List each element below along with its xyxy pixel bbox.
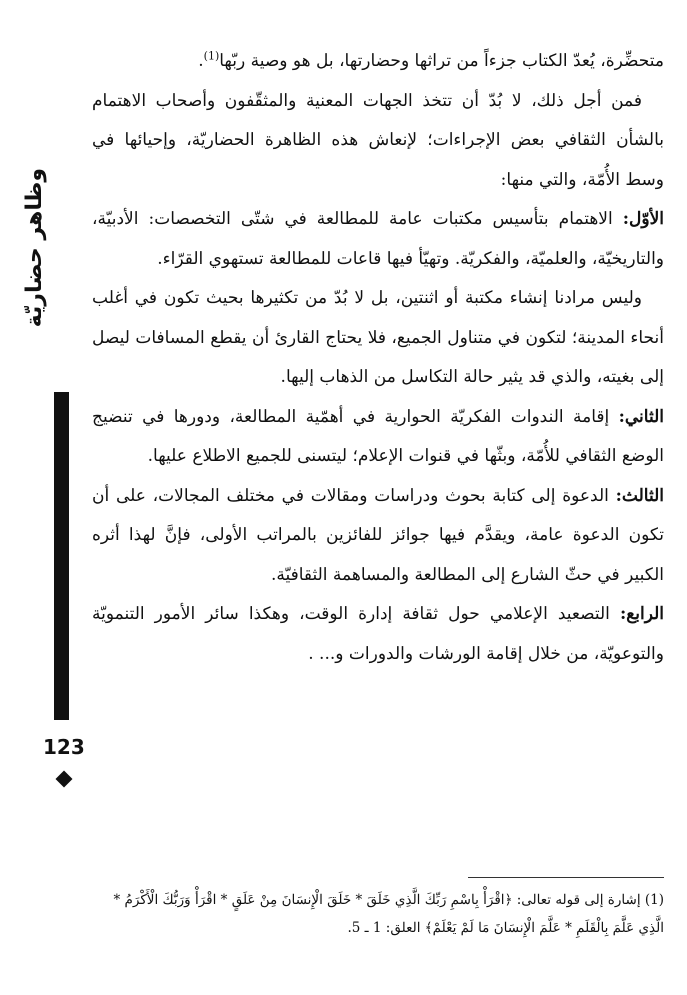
paragraph-text: الدعوة إلى كتابة بحوث ودراسات ومقالات في مختلف المجالات، على أن تكون الدعوة عامة، ويقدَّم فيها جوائز للفائزين بالمراتب الأولى، فإنَّ لهذا أثره الكبير في حثّ الشارع إلى المطالعة والمساهمة الثقافيّة. (92, 485, 664, 585)
paragraph-text: إقامة الندوات الفكريّة الحوارية في أهمّية المطالعة، ودورها في تنضيج الوضع الثقافي للأُمّة، وبثّها في قنوات الإعلام؛ ليتسنى للجميع الاطلاع عليها. (92, 406, 664, 466)
paragraph-text: الاهتمام بتأسيس مكتبات عامة للمطالعة في شتّى التخصصات: الأدبيّة، والتاريخيّة، والعلميّة، والفكريّة. وتهيّأ فيها قاعات للمطالعة تستهوي القرّاء. (92, 209, 664, 269)
item-lead-first: الأوّل: (622, 209, 664, 229)
diamond-ornament-icon (56, 771, 73, 788)
running-header-side: وظاهر حضاريّة (22, 168, 47, 328)
paragraph-first (92, 200, 664, 279)
paragraph-text: التصعيد الإعلامي حول ثقافة إدارة الوقت، وهكذا سائر الأمور التنمويّة والتوعويّة، من خلال إقامة الورشات والدورات و... . (92, 604, 664, 664)
paragraph-fourth (92, 595, 664, 674)
item-lead-third: الثالث: (615, 485, 664, 506)
footnote-divider (468, 877, 664, 878)
item-lead-second: الثاني: (618, 406, 664, 427)
paragraph-second (92, 398, 664, 477)
item-lead-fourth: الرابع: (619, 604, 664, 624)
page-number: 123 (43, 735, 85, 759)
paragraph-text: فمن أجل ذلك، لا بُدّ أن تتخذ الجهات المعنية والمثقّفون وأصحاب الاهتمام بالشأن الثقافي بعض الإجراءات؛ لإنعاش هذه الظاهرة الحضاريّة، وإحيائها في وسط الأُمّة، والتي منها: (92, 90, 664, 190)
footnote: (1) إشارة إلى قوله تعالى: ﴿اقْرَأْ بِاسْمِ رَبِّكَ الَّذِي خَلَقَ * خَلَقَ الْإِنسَانَ مِنْ عَلَقٍ * اقْرَأْ وَرَبُّكَ الْأَكْرَمُ * الَّذِي عَلَّمَ بِالْقَلَمِ * عَلَّمَ الْإِنسَانَ مَا لَمْ يَعْلَمْ﴾ العلق: 1 ـ 5. (113, 892, 664, 936)
paragraph-intro (92, 82, 664, 201)
paragraph-continuation (92, 42, 664, 82)
paragraph-third (92, 477, 664, 596)
paragraph-tail: . (198, 51, 204, 71)
paragraph-first-note (92, 279, 664, 398)
paragraph-text: وليس مرادنا إنشاء مكتبة أو اثنتين، بل لا بُدّ من تكثيرها بحيث تكون في أغلب أنحاء المدينة؛ لتكون في متناول الجميع، فلا يحتاج القارئ أن يقطع المسافات ليصل إلى بغيته، والذي قد يثير حالة التكاسل من الذهاب إليها. (92, 288, 664, 387)
footnote-reference[interactable]: (1) (203, 49, 220, 63)
side-decorative-bar (54, 392, 69, 720)
paragraph-text: متحضِّرة، يُعدّ الكتاب جزءاً من تراثها وحضارتها، بل هو وصية ربّها (219, 51, 664, 71)
page-body (92, 42, 664, 674)
